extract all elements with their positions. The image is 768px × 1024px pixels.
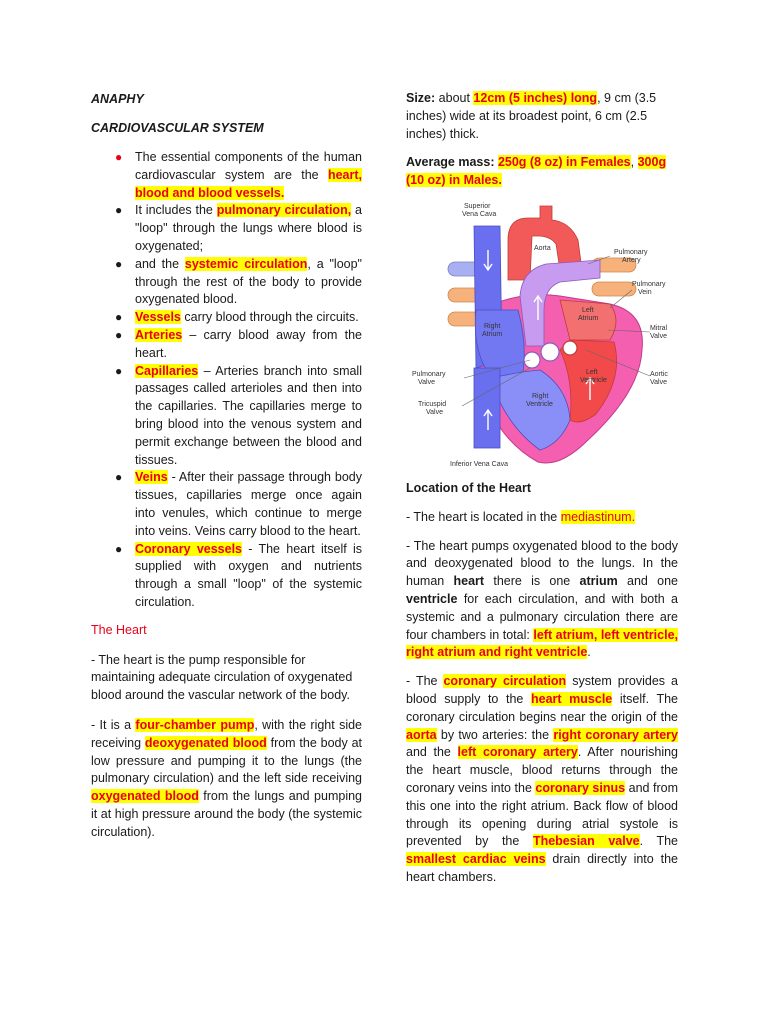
label-mitral: Mitral [650, 325, 668, 332]
label-tricuspid-2: Valve [426, 409, 443, 416]
doc-title: ANAPHY [91, 92, 144, 106]
location-paragraph-2: - The heart pumps oxygenated blood to the body and deoxygenated blood to the lungs. In the human heart there is one atrium and one ventricle for each circulation, and with both a systemic and a pulmonary circulation there are four chambers in total: left atrium, left ventricle, right atrium and right ventricle. [406, 538, 678, 660]
heart-heading: The Heart [91, 622, 147, 637]
bullet-icon: ● [115, 150, 123, 164]
size-paragraph: Size: about 12cm (5 inches) long, 9 cm (3.5 inches) wide at its broadest point, 6 cm (2.5 inches) thick. [406, 91, 657, 141]
bullet-icon: ● [115, 310, 123, 325]
list-item: ● Vessels carry blood through the circuits. [91, 309, 362, 327]
location-heading: Location of the Heart [406, 481, 532, 495]
label-right-atrium-2: Atrium [482, 331, 503, 338]
bullet-icon: ● [115, 256, 123, 271]
label-left-atrium-2: Atrium [578, 315, 599, 322]
label-pulmonary-vein-2: Vein [638, 289, 652, 296]
list-item: ● Capillaries – Arteries branch into small passages called arterioles and then into the capillaries. The capillaries merge to bring blood into the venous system and permit exchange between the blood and tissues. [115, 363, 362, 467]
label-mitral-2: Valve [650, 333, 667, 340]
right-column-top [406, 90, 678, 190]
left-column [91, 90, 362, 841]
label-right-ventricle-2: Ventricle [526, 401, 553, 408]
heart-paragraph-1: - The heart is the pump responsible for maintaining adequate circulation of oxygenated blood around the vascular network of the body. [91, 652, 353, 703]
label-tricuspid: Tricuspid [418, 401, 447, 408]
bullet-icon: ● [115, 327, 123, 342]
bullet-icon: ● [115, 470, 123, 485]
label-pulmonary-artery: Pulmonary [614, 249, 648, 256]
section-title: CARDIOVASCULAR SYSTEM [91, 121, 264, 135]
list-item: ● Arteries – carry blood away from the heart. [115, 327, 362, 360]
label-aortic-2: Valve [650, 379, 667, 386]
location-paragraph-1: - The heart is located in the mediastinum. [406, 509, 636, 524]
list-item: ● Coronary vessels - The heart itself is supplied with oxygen and nutrients through a small "loop" of the systemic circulation. [115, 541, 362, 609]
label-right-ventricle: Right [532, 393, 549, 400]
bullet-icon: ● [115, 541, 123, 556]
list-item: ● Veins - After their passage through body tissues, capillaries merge once again into venules, which continue to merge into veins. Veins carry blood to the heart. [115, 470, 362, 538]
list-item: ● It includes the pulmonary circulation, a "loop" through the lungs where blood is oxygenated; [115, 203, 362, 253]
label-pulmonary-vein: Pulmonary [632, 281, 666, 288]
right-column-bottom [406, 480, 678, 887]
label-pulmonary-valve: Pulmonary [412, 371, 446, 378]
bullet-icon: ● [115, 363, 123, 378]
label-pulmonary-artery-2: Artery [622, 257, 641, 264]
label-right-atrium: Right [484, 323, 501, 330]
heart-paragraph-2: - It is a four-chamber pump, with the right side receiving deoxygenated blood from the body at low pressure and pumping it to the lungs (the pulmonary circulation) and the left side receiving oxygenated blood from the lungs and pumping it at high pressure around the body (the systemic circulation). [91, 717, 362, 839]
list-item: ● and the systemic circulation, a "loop" through the rest of the body to provide oxygenated blood. [115, 256, 362, 307]
components-list [91, 149, 362, 612]
label-aortic: Aortic [650, 371, 668, 378]
label-left-ventricle-2: Ventricle [580, 377, 607, 384]
label-left-atrium: Left [582, 307, 594, 314]
list-item: ● The essential components of the human cardiovascular system are the heart, blood and blood vessels. [115, 150, 362, 200]
label-left-ventricle: Left [586, 369, 598, 376]
label-svc: Superior [464, 203, 491, 210]
label-svc-2: Vena Cava [462, 211, 497, 218]
heart-diagram [410, 200, 680, 472]
coronary-paragraph: - The coronary circulation system provides a blood supply to the heart muscle itself. The coronary circulation begins near the origin of the aorta by two arteries: the right coronary artery and the left coronary artery. After nourishing the heart muscle, blood returns through the coronary veins into the coronary sinus and from this one into the right atrium. Back flow of blood through its opening during atrial systole is prevented by the Thebesian valve. The smallest cardiac veins drain directly into the heart chambers. [406, 674, 679, 884]
label-aorta: Aorta [534, 245, 551, 252]
mass-paragraph: Average mass: 250g (8 oz) in Females, 300g (10 oz) in Males. [406, 155, 667, 188]
label-pulmonary-valve-2: Valve [418, 379, 435, 386]
label-ivc: Inferior Vena Cava [450, 461, 508, 468]
bullet-icon: ● [115, 203, 123, 218]
